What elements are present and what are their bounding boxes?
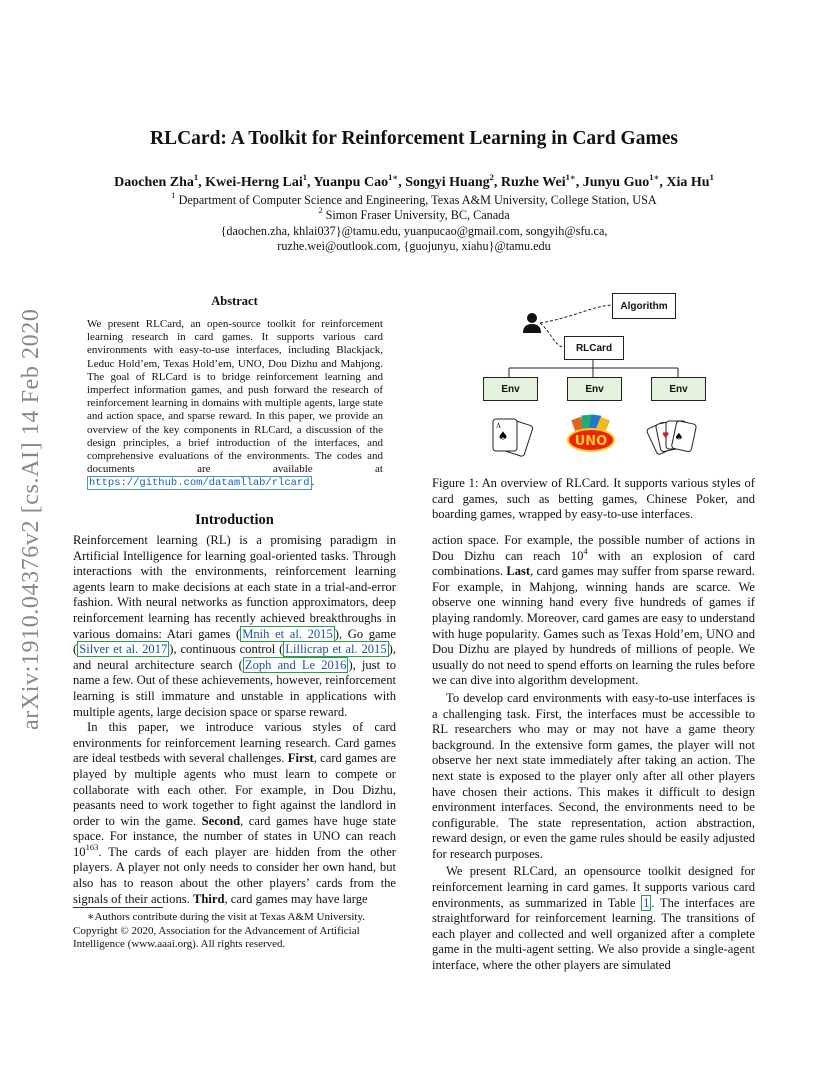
user-icon: [523, 313, 541, 333]
footnote-authors: ∗Authors contribute during the visit at Texas A&M University.: [87, 911, 366, 923]
math-base: 10: [73, 844, 86, 859]
footnote: [73, 911, 396, 952]
right-paragraph-2: To develop card environments with easy-to-use interfaces is a challenging task. First, the interfaces must be accessible to RL researchers who may or may not have a game theory background. In the extensive form games, the player will not observe her next state immediately after taking an action. The next state is exposed to the player only after all other players have chosen their actions. This makes it difficult to design environment interfaces. Second, the environments need to be configurable. The state representation, action abstraction, reward design, or even the game rules should be easily adjusted for research purposes.: [432, 690, 755, 861]
intro-paragraph-2: [73, 720, 396, 907]
affiliation-2: [0, 205, 828, 224]
math-base: 10: [570, 548, 584, 563]
right-column-body: [432, 533, 755, 974]
author-list: Daochen Zha$^1$, Kwei-Herng Lai$^1$, Yuanpu Cao$^{1∗}$, Songyi Huang$^2$, Ruzhe Wei$^{1∗}$, Junyu Guo$^{1∗}$, Xia Hu$^1$: [114, 172, 714, 190]
affiliation-text: Department of Computer Science and Engineering, Texas A&M University, College Station, USA: [178, 193, 657, 207]
text-run: Reinforcement learning (RL) is a promising paradigm in Artificial Intelligence for learning goal-oriented tasks. Through interactions with the environments, reinforcement learning agents learn to make decisions at each state in a trial-and-error fashion. With neural networks as function approximators, deep reinforcement learning has recently achieved breakthroughs in various domains: Atari games (: [73, 533, 396, 641]
paper-title: RLCard: A Toolkit for Reinforcement Learning in Card Games: [150, 128, 678, 149]
footnote-rule: [73, 907, 163, 908]
author-mark: 1∗: [649, 172, 660, 182]
author-name: Songyi Huang: [405, 175, 490, 190]
affiliation-text: Simon Fraser University, BC, Canada: [325, 208, 510, 222]
text-run: , card games have huge state space. For instance, the number of states in UNO can reach: [73, 813, 396, 844]
affiliation-mark: 2: [318, 205, 323, 215]
math-exponent: 4: [583, 545, 588, 556]
text-run: with an explosion of card combinations.: [432, 548, 755, 579]
text-run: ), just to name a few. Out of these achievements, however, reinforcement learning is still immature and unstable in applications with multiple agents, large decision space or sparse reward.: [73, 657, 396, 719]
text-run: ), Go game (: [73, 626, 396, 657]
card-rank-label: A: [496, 422, 502, 430]
citation-link[interactable]: Zoph and Le 2016: [244, 657, 347, 672]
text-run: ), continuous control (: [169, 642, 284, 657]
figure-caption: Figure 1: An overview of RLCard. It supports various styles of card games, such as betting games, Chinese Poker, and boarding games, wrapped by easy-to-use interfaces.: [432, 476, 755, 522]
introduction-heading: Introduction: [195, 512, 274, 528]
email-line-1: {daochen.zha, khlai037}@tamu.edu, yuanpucao@gmail.com, songyih@sfu.ca,: [220, 224, 608, 238]
bold-term: Second: [201, 813, 241, 828]
text-run: . The interfaces are straightforward for reinforcement learning. The transitions of each player and collected and well organized after a complete game in the multi-agent setting. We also provide a single-agent interface, where the other players are simulated: [432, 895, 755, 973]
bold-term: Third: [192, 891, 225, 906]
card-fan-icon: [646, 421, 696, 456]
text-run: action space. For example, the possible number of actions in Dou Dizhu can reach: [432, 533, 755, 563]
text-run: , card games are played by multiple agents who must learn to compete or collaborate with each other. For example, in Dou Dizhu, peasants need to work together to fight against the landlord in order to win the game.: [73, 751, 397, 828]
author-mark: 1∗: [565, 172, 576, 182]
playing-cards-icon: [493, 419, 533, 457]
text-run: In this paper, we introduce various styles of card environments for reinforcement learning research. Card games are ideal testbeds with several challenges.: [73, 720, 396, 766]
math-exponent: 163: [85, 841, 99, 852]
intro-paragraph-1: [73, 533, 396, 720]
author-mark: 1: [302, 172, 307, 182]
text-run: . The cards of each player are hidden from the other players. A player not only needs to consider her own hand, but also has to reason about the other players’ cards from the signals of their actions.: [73, 844, 396, 906]
dashed-link: [540, 323, 564, 348]
right-paragraph-1: [432, 533, 755, 689]
email-line-2: ruzhe.wei@outlook.com, {guojunyu, xiahu}@tamu.edu: [277, 239, 551, 253]
bold-term: First: [287, 751, 314, 766]
abstract-heading: Abstract: [211, 294, 258, 308]
author-name: Kwei-Herng Lai: [205, 175, 303, 190]
author-mark: 2: [489, 172, 494, 182]
uno-label: UNO: [574, 434, 608, 449]
author-mark: 1∗: [388, 172, 399, 182]
citation-link[interactable]: Lillicrap et al. 2015: [285, 642, 387, 657]
rlcard-box: RLCard: [564, 336, 624, 360]
citation-link[interactable]: Silver et al. 2017: [79, 642, 168, 657]
svg-text:♠: ♠: [674, 432, 684, 443]
repo-link[interactable]: https://github.com/datamllab/rlcard: [89, 477, 310, 490]
uno-logo-icon: [568, 414, 614, 451]
author-name: Ruzhe Wei: [500, 175, 566, 190]
affiliation-1: [0, 190, 828, 209]
env-box-uno: Env: [567, 377, 622, 401]
affiliation-mark: 1: [171, 190, 176, 200]
dashed-link: [540, 305, 612, 323]
algorithm-box: Algorithm: [612, 293, 676, 319]
env-box-betting: Env: [483, 377, 538, 401]
text-run: ), and neural architecture search (: [73, 642, 396, 672]
author-name: Xia Hu: [666, 175, 710, 190]
author-name: Yuanpu Cao: [313, 175, 389, 190]
abstract-body: [87, 318, 383, 491]
text-run: , card games may suffer from sparse reward. For example, in Mahjong, winning hands are scarce. We observe one winning hand every five hundreds of games if playing randomly. Moreover, card games are easy to understand with huge popularity. Games such as Texas Hold’em, UNO and Dou Dizhu are played by hundreds of millions of people. We usually do not need to spend efforts on learning the rules before we can dive into algorithm development.: [432, 564, 755, 688]
env-box-poker: Env: [651, 377, 706, 401]
author-mark: 1: [709, 172, 714, 182]
text-run: , card games may have large: [224, 891, 368, 906]
text-run: We present RLCard, an opensource toolkit designed for reinforcement learning in card games. It supports various card environments, as summarized in Table: [432, 864, 755, 910]
author-name: Daochen Zha: [114, 175, 194, 190]
svg-text:♠: ♠: [497, 429, 509, 443]
author-mark: 1: [193, 172, 199, 182]
introduction-body: [73, 533, 396, 907]
author-name: Junyu Guo: [582, 175, 650, 190]
abstract-text: We present RLCard, an open-source toolkit for reinforcement learning research in card games. It supports various card environments with easy-to-use interfaces, including Blackjack, Leduc Hold’em, Texas Hold’em, UNO, Dou Dizhu and Mahjong. The goal of RLCard is to bridge reinforcement learning and imperfect information games, and push forward the research of reinforcement learning in domains with multiple agents, large state and action space, and sparse reward. In this paper, we provide an overview of the key components in RLCard, a discussion of the design principles, a brief introduction of the interfaces, and comprehensive evaluations of the environments. The codes and documents are available at: [87, 318, 383, 476]
arxiv-identifier[interactable]: arXiv:1910.04376v2 [cs.AI] 14 Feb 2020: [18, 308, 44, 730]
svg-text:♥: ♥: [662, 431, 670, 440]
right-paragraph-3: [432, 864, 755, 973]
footnote-copyright: Copyright © 2020, Association for the Advancement of Artificial Intelligence (www.aaai.org). All rights reserved.: [73, 924, 360, 950]
table-ref-link[interactable]: 1: [643, 895, 650, 910]
bold-term: Last: [506, 564, 531, 579]
citation-link[interactable]: Mnih et al. 2015: [242, 626, 333, 641]
abstract-tail: .: [311, 476, 315, 489]
